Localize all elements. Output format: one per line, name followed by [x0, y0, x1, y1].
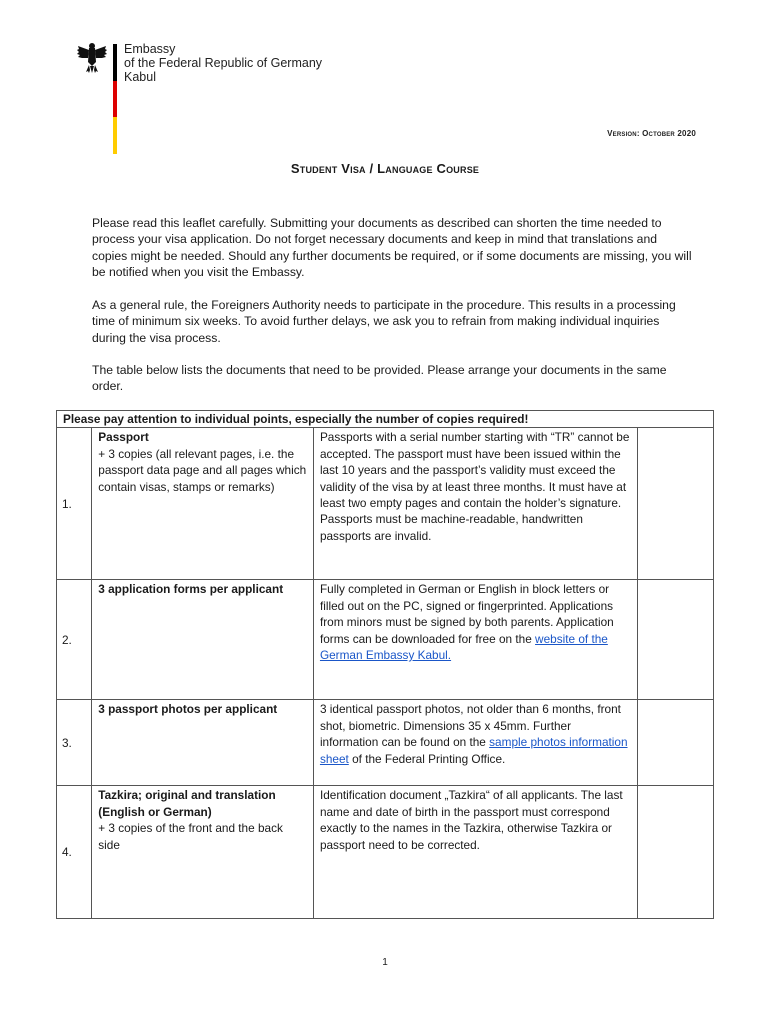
document-item-title: 3 application forms per applicant [98, 582, 284, 597]
federal-eagle-icon [76, 40, 108, 74]
table-row [57, 580, 714, 700]
table-row [57, 786, 714, 919]
description-text: Fully completed in German or English in block letters or filled out on the PC, signed or fingerprinted. Applications from minors must be signed by both parents. Application forms can be downloaded for free on the [319, 582, 614, 646]
checkbox-cell [638, 786, 714, 919]
information-sheet-link-text: information sheet [319, 735, 628, 766]
document-item-detail: + 3 copies of the front and the back side [98, 821, 283, 852]
document-description [313, 700, 637, 786]
description-text: 3 identical passport photos, not older than 6 months, front shot, biometric. Dimensions 35 x 45mm. Further information can be found on the [319, 702, 621, 750]
flag-stripe-black [113, 44, 117, 81]
table-header: Please pay attention to individual points, especially the number of copies required! [57, 411, 714, 428]
version-label: Version: October 2020 [607, 129, 696, 138]
table-row [57, 428, 714, 580]
checkbox-cell [638, 580, 714, 700]
document-description [313, 580, 637, 700]
table-intro-paragraph: The table below lists the documents that need to be provided. Please arrange your documents in the same order. [92, 363, 667, 394]
document-title: Student Visa / Language Course [290, 161, 480, 176]
description-text: Identification document „Tazkira“ of all applicants. The last name and date of birth in the passport must correspond exactly to the names in the Tazkira, otherwise Tazkira or passport need to be corrected. [319, 788, 623, 852]
row-number: 2. [57, 580, 92, 700]
document-item-title: Passport [98, 430, 149, 445]
document-item-title: 3 passport photos per applicant [98, 702, 278, 717]
document-item [92, 580, 314, 700]
embassy-line-2: of the Federal Republic of Germany [124, 56, 323, 70]
sample-photos-link-text: sample photos [489, 735, 566, 750]
checkbox-cell [638, 428, 714, 580]
description-text: Passports with a serial number starting with “TR” cannot be accepted. The passport must have been issued within the last 10 years and the passport’s validity must exceed the validity of the visa by at least three months. It must have at least two empty pages and contain the holder’s signature. Passports must be machine-readable, handwritten passports are invalid. [319, 430, 630, 543]
table-row [57, 700, 714, 786]
page-number: 1 [382, 957, 388, 968]
embassy-name [124, 42, 322, 84]
description-tail: of the Federal Printing Office. [348, 751, 506, 766]
flag-stripe-gold [113, 117, 117, 154]
checkbox-cell [638, 700, 714, 786]
requirements-table [56, 410, 714, 919]
document-item-title: Tazkira; original and translation (English or German) [98, 788, 276, 819]
embassy-website-link[interactable]: website of the German Embassy Kabul. [319, 631, 608, 663]
row-number: 4. [57, 786, 92, 919]
table-header-row [57, 411, 714, 428]
document-description [313, 428, 637, 580]
document-item [92, 786, 314, 919]
row-number: 1. [57, 428, 92, 580]
german-flag-bar [113, 44, 117, 154]
document-item [92, 700, 314, 786]
document-description [313, 786, 637, 919]
embassy-line-1: Embassy [124, 42, 176, 56]
document-item-detail: + 3 copies (all relevant pages, i.e. the passport data page and all pages which contain visas, stamps or remarks) [98, 446, 307, 494]
embassy-line-3: Kabul [124, 70, 156, 84]
intro-paragraph: Please read this leaflet carefully. Submitting your documents as described can shorten the time needed to process your visa application. Do not forget necessary documents and keep in mind that translations and copies might be needed. Should any further documents be required, or if some documents are missing, you will be notified when you visit the Embassy. [92, 216, 692, 280]
row-number: 3. [57, 700, 92, 786]
flag-stripe-red [113, 81, 117, 118]
document-item [92, 428, 314, 580]
processing-paragraph: As a general rule, the Foreigners Authority needs to participate in the procedure. This results in a processing time of minimum six weeks. To avoid further delays, we ask you to refrain from making individual inquiries during the visa process. [92, 298, 676, 345]
